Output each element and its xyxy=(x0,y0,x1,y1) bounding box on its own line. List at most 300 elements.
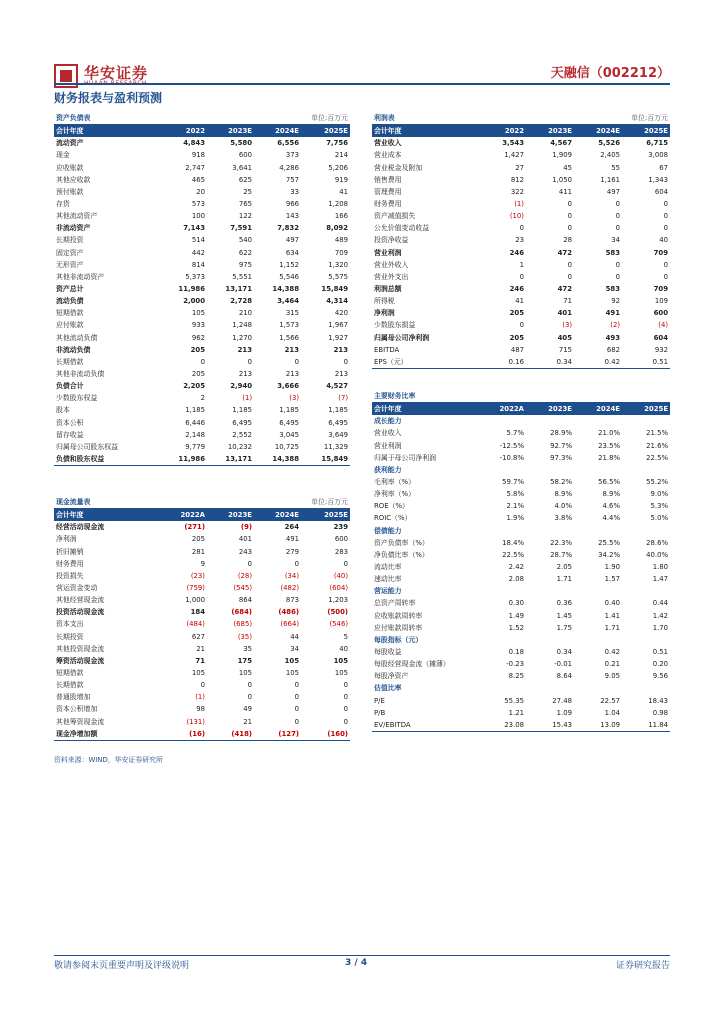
row-label: 成长能力 xyxy=(374,417,402,426)
table-row xyxy=(54,691,350,703)
cell-value: 604 xyxy=(654,187,669,196)
table-row xyxy=(54,162,350,174)
cell-value: 573 xyxy=(191,200,205,209)
column-header: 2023E xyxy=(526,125,574,138)
cell-value: 1,320 xyxy=(328,260,349,269)
table-row xyxy=(54,174,350,186)
row-label: P/E xyxy=(374,696,385,705)
table-row xyxy=(372,500,670,512)
table-row xyxy=(372,561,670,573)
cell-value: 1,573 xyxy=(279,321,300,330)
cell-value: 11,986 xyxy=(160,453,207,466)
row-label: EV/EBITDA xyxy=(372,719,478,732)
row-label: 非流动负债 xyxy=(56,345,91,354)
table-row xyxy=(372,137,670,149)
cell-value: 1,967 xyxy=(328,321,349,330)
row-label: 其他流动资产 xyxy=(56,212,98,221)
cell-value: 34.2% xyxy=(598,550,620,559)
cell-value: 0 xyxy=(615,212,621,221)
cell-value: (759) xyxy=(186,584,205,593)
cell-value: 3.8% xyxy=(554,514,572,523)
row-label: 营业外收入 xyxy=(374,260,409,269)
table-row xyxy=(372,415,670,427)
cell-value: 487 xyxy=(510,345,524,354)
cell-value: 1.42 xyxy=(652,611,669,620)
table-row xyxy=(54,441,350,453)
row-label: 长期投资 xyxy=(56,632,84,641)
cell-value: 2,148 xyxy=(185,430,205,439)
cell-value: -0.23 xyxy=(506,660,524,669)
table-row xyxy=(54,417,350,429)
cell-value: 0 xyxy=(663,260,669,269)
cell-value: 1.49 xyxy=(508,611,524,620)
cell-value: 5.3% xyxy=(650,502,669,511)
cell-value: 143 xyxy=(285,212,300,221)
cell-value: 514 xyxy=(191,236,205,245)
cell-value: 0.36 xyxy=(556,599,572,608)
table-row xyxy=(372,332,670,344)
cell-value: 2.42 xyxy=(508,563,524,572)
cell-value: 0.51 xyxy=(622,356,670,369)
cell-value: 213 xyxy=(285,370,300,379)
table-row xyxy=(372,488,670,500)
cell-value: 622 xyxy=(238,248,253,257)
cell-value: 1.71 xyxy=(556,575,572,584)
row-label: 归属母公司股东权益 xyxy=(56,442,119,451)
cell-value: 283 xyxy=(334,547,349,556)
cell-value xyxy=(622,585,670,597)
balance-sheet-table xyxy=(54,112,350,466)
row-label: 负债和股东权益 xyxy=(54,453,160,466)
cell-value: 1,185 xyxy=(185,406,205,415)
cell-value: 0.21 xyxy=(604,660,620,669)
cell-value: 0 xyxy=(247,681,253,690)
cell-value: 5,551 xyxy=(232,272,253,281)
cell-value: (23) xyxy=(190,571,205,580)
cell-value: 3,641 xyxy=(232,163,253,172)
cell-value: 55.2% xyxy=(646,478,669,487)
cell-value: 0.16 xyxy=(478,356,526,369)
cell-value: 0 xyxy=(200,681,205,690)
row-label: 流动负债 xyxy=(56,297,84,306)
cell-value: 175 xyxy=(237,656,253,665)
row-label: 速动比率 xyxy=(374,575,402,584)
table-row xyxy=(372,525,670,537)
table-unit: 单位:百万元 xyxy=(254,496,350,509)
cell-value: 0.42 xyxy=(574,356,622,369)
cell-value: 0 xyxy=(567,260,573,269)
cell-value xyxy=(622,682,670,694)
cell-value: 322 xyxy=(510,187,524,196)
table-row xyxy=(54,521,350,533)
cell-value: 6,495 xyxy=(279,418,300,427)
cell-value: 14,388 xyxy=(272,285,300,294)
cell-value: 0 xyxy=(343,681,349,690)
row-label: 投资损失 xyxy=(56,571,84,580)
cell-value: (1) xyxy=(514,200,524,209)
table-row xyxy=(372,344,670,356)
cell-value: 2 xyxy=(200,394,205,403)
table-row xyxy=(54,392,350,404)
cell-value: 0 xyxy=(567,212,573,221)
row-label: 公允价值变动收益 xyxy=(374,224,430,233)
cell-value: 1.57 xyxy=(604,575,620,584)
huaan-logo xyxy=(54,62,194,92)
financial-ratios-table xyxy=(372,390,670,732)
row-label: 现金 xyxy=(56,151,70,160)
cell-value: 6,495 xyxy=(328,418,349,427)
cell-value: 472 xyxy=(557,285,573,294)
cell-value: 22.3% xyxy=(550,538,572,547)
cell-value xyxy=(478,415,526,427)
cell-value: 0 xyxy=(567,272,573,281)
cell-value: (9) xyxy=(240,523,253,532)
cell-value xyxy=(526,682,574,694)
row-label: 其他非流动资产 xyxy=(56,272,105,281)
cell-value: 166 xyxy=(334,212,349,221)
cell-value: 21.6% xyxy=(646,441,669,450)
cell-value: 0 xyxy=(247,357,253,366)
row-label: 每股指标（元） xyxy=(374,635,423,644)
cell-value: 0.51 xyxy=(652,648,669,657)
row-label: 短期借款 xyxy=(56,309,84,318)
table-row xyxy=(54,594,350,606)
cell-value: 0 xyxy=(247,559,253,568)
cell-value: (34) xyxy=(284,571,300,580)
cell-value: (16) xyxy=(160,728,207,741)
column-header: 会计年度 xyxy=(372,125,478,138)
row-label: 少数股东损益 xyxy=(374,321,416,330)
cell-value: 600 xyxy=(238,151,253,160)
cell-value: 205 xyxy=(191,370,205,379)
cell-value: 0 xyxy=(615,224,621,233)
table-row xyxy=(372,549,670,561)
cell-value: 2.08 xyxy=(508,575,524,584)
cell-value: 315 xyxy=(285,309,300,318)
cell-value: 497 xyxy=(285,236,300,245)
cell-value: (482) xyxy=(280,584,300,593)
column-header: 2022A xyxy=(478,403,526,416)
cell-value: 873 xyxy=(285,596,300,605)
cell-value: 28.9% xyxy=(550,429,572,438)
cell-value: 2.1% xyxy=(506,502,524,511)
cell-value: 1,185 xyxy=(328,406,349,415)
row-label: 长期借款 xyxy=(56,681,84,690)
cell-value: 634 xyxy=(285,248,300,257)
cell-value: 0 xyxy=(343,357,349,366)
row-label: 应付账款 xyxy=(56,321,84,330)
cell-value: 401 xyxy=(238,535,253,544)
table-row xyxy=(54,137,350,149)
cell-value: 1.21 xyxy=(508,708,524,717)
cell-value: 109 xyxy=(654,297,669,306)
cell-value: 5,206 xyxy=(328,163,349,172)
row-label: 折旧摊销 xyxy=(56,547,84,556)
table-row xyxy=(54,582,350,594)
page-title: 财务报表与盈利预测 xyxy=(54,91,163,105)
cell-value: 9.0% xyxy=(650,490,669,499)
cell-value: 21.0% xyxy=(598,429,620,438)
cell-value: 40 xyxy=(339,644,349,653)
cell-value: 20 xyxy=(196,187,205,196)
cell-value: (7) xyxy=(338,394,349,403)
cell-value: 5,575 xyxy=(328,272,349,281)
cell-value: (500) xyxy=(327,608,349,617)
cell-value: 0 xyxy=(343,717,349,726)
cell-value: 0 xyxy=(567,200,573,209)
cell-value: 27 xyxy=(515,163,524,172)
cell-value: 213 xyxy=(334,370,349,379)
company-name: 天融信（002212） xyxy=(550,66,670,81)
row-label: 其他经营现金流 xyxy=(56,596,105,605)
cell-value: 15.43 xyxy=(526,719,574,732)
row-label: 其他应收款 xyxy=(56,175,91,184)
cell-value: 49 xyxy=(243,705,253,714)
table-row xyxy=(54,703,350,715)
row-label: 每股经营现金流（摊薄） xyxy=(374,660,450,669)
cell-value: 411 xyxy=(558,187,573,196)
cell-value: 27.48 xyxy=(552,696,572,705)
cell-value: 0 xyxy=(294,705,300,714)
table-row xyxy=(54,546,350,558)
cell-value: 210 xyxy=(238,309,253,318)
cell-value: 493 xyxy=(605,333,621,342)
logo-text-cn: 华安证券 xyxy=(84,64,149,82)
cell-value: 864 xyxy=(238,596,253,605)
cell-value: 1.45 xyxy=(556,611,572,620)
table-row xyxy=(54,679,350,691)
cell-value: 1.41 xyxy=(604,611,620,620)
cell-value: 0 xyxy=(615,200,621,209)
cell-value: 4.6% xyxy=(602,502,620,511)
cell-value: 5,526 xyxy=(598,139,621,148)
table-row xyxy=(372,597,670,609)
row-label: 其他非流动负债 xyxy=(56,370,105,379)
table-title: 主要财务比率 xyxy=(372,390,670,403)
cell-value: 0 xyxy=(663,224,669,233)
cell-value: 6,446 xyxy=(185,418,205,427)
cell-value: 7,143 xyxy=(183,224,205,233)
cell-value: 0.20 xyxy=(652,660,669,669)
cell-value: 1,185 xyxy=(279,406,300,415)
cell-value: 0.42 xyxy=(604,648,620,657)
table-row xyxy=(54,295,350,307)
cell-value: 4.4% xyxy=(602,514,620,523)
row-label: 每股收益 xyxy=(374,648,402,657)
cell-value: 966 xyxy=(285,200,300,209)
cell-value: 45 xyxy=(563,163,573,172)
cell-value: 709 xyxy=(334,248,349,257)
cell-value: 625 xyxy=(238,175,253,184)
cell-value: (3) xyxy=(562,321,573,330)
column-header: 会计年度 xyxy=(54,125,160,138)
row-label: EBITDA xyxy=(374,345,400,354)
cell-value: 1,566 xyxy=(279,333,300,342)
table-title: 利润表 xyxy=(372,112,574,125)
cell-value: 8.9% xyxy=(602,490,620,499)
column-header: 会计年度 xyxy=(372,403,478,416)
cell-value: 6,715 xyxy=(646,139,669,148)
cell-value: 8.9% xyxy=(554,490,572,499)
table-row xyxy=(372,695,670,707)
cell-value: 4,843 xyxy=(183,139,205,148)
cell-value: 1,161 xyxy=(600,175,621,184)
cell-value: 0 xyxy=(567,224,573,233)
table-row xyxy=(54,356,350,368)
table-row xyxy=(372,247,670,259)
cell-value: 5.7% xyxy=(506,429,524,438)
cell-value: 100 xyxy=(191,212,205,221)
cell-value xyxy=(622,415,670,427)
cell-value xyxy=(622,525,670,537)
table-row xyxy=(54,234,350,246)
cell-value: 34 xyxy=(611,236,621,245)
cell-value: 1,270 xyxy=(232,333,253,342)
cell-value: 23.5% xyxy=(598,441,620,450)
cell-value: 0.30 xyxy=(508,599,524,608)
cell-value: 71 xyxy=(563,297,573,306)
table-caption xyxy=(372,112,670,125)
cell-value: 442 xyxy=(191,248,205,257)
cell-value: 5,373 xyxy=(185,272,205,281)
cell-value: (4) xyxy=(658,321,669,330)
table-row xyxy=(372,512,670,524)
cell-value: 105 xyxy=(238,669,253,678)
table-caption xyxy=(372,390,670,403)
cell-value: 97.3% xyxy=(550,453,572,462)
table-row xyxy=(372,707,670,719)
cell-value: 472 xyxy=(557,248,573,257)
cell-value: 7,832 xyxy=(277,224,300,233)
table-row xyxy=(372,222,670,234)
cell-value: 205 xyxy=(191,535,205,544)
income-statement-table xyxy=(372,112,670,369)
cell-value: 0 xyxy=(663,200,669,209)
cell-value xyxy=(574,415,622,427)
cell-value: (685) xyxy=(233,620,253,629)
row-label: 固定资产 xyxy=(56,248,84,257)
cell-value: 281 xyxy=(191,547,205,556)
cell-value: 3,649 xyxy=(328,430,349,439)
row-label: 长期借款 xyxy=(56,357,84,366)
table-row xyxy=(54,631,350,643)
table-row xyxy=(54,655,350,667)
cell-value: 709 xyxy=(653,248,669,257)
cell-value: 0 xyxy=(663,212,669,221)
cell-value: 0 xyxy=(519,224,524,233)
row-label: 管理费用 xyxy=(374,187,402,196)
row-label: 营业税金及附加 xyxy=(374,163,423,172)
table-row xyxy=(54,210,350,222)
cell-value: 21 xyxy=(196,644,205,653)
cell-value: 122 xyxy=(238,212,253,221)
cell-value: 1.90 xyxy=(604,563,620,572)
cell-value: 5,580 xyxy=(230,139,253,148)
cell-value: 44 xyxy=(290,632,300,641)
cell-value: 627 xyxy=(191,632,205,641)
cell-value: 105 xyxy=(285,669,300,678)
cell-value: 55 xyxy=(611,163,621,172)
cell-value: 2,000 xyxy=(183,297,205,306)
cell-value: 0.98 xyxy=(652,708,669,717)
column-header: 2022 xyxy=(160,125,207,138)
cell-value: 213 xyxy=(237,345,253,354)
row-label: 财务费用 xyxy=(374,200,402,209)
row-label: 投资净收益 xyxy=(374,236,409,245)
row-label: 归属母公司净利润 xyxy=(374,333,430,342)
cell-value: 35 xyxy=(243,644,253,653)
row-label: 资产减值损失 xyxy=(374,212,416,221)
cell-value: 765 xyxy=(238,200,253,209)
cell-value: 246 xyxy=(509,285,524,294)
cell-value: 7,756 xyxy=(326,139,349,148)
cell-value: 40 xyxy=(659,236,669,245)
table-row xyxy=(372,646,670,658)
table-header-row xyxy=(372,125,670,138)
cell-value: 1.09 xyxy=(556,708,572,717)
table-row xyxy=(372,295,670,307)
cell-value xyxy=(574,464,622,476)
cell-value: 932 xyxy=(654,345,669,354)
cell-value: 205 xyxy=(509,309,524,318)
cell-value: 1,152 xyxy=(279,260,300,269)
cell-value: 59.7% xyxy=(502,478,524,487)
cell-value xyxy=(526,585,574,597)
column-header: 2025E xyxy=(301,125,350,138)
row-label: 资本公积增加 xyxy=(56,705,98,714)
cell-value: 213 xyxy=(333,345,349,354)
cell-value: 0.34 xyxy=(556,648,572,657)
cell-value: 9,779 xyxy=(185,442,205,451)
cell-value xyxy=(526,525,574,537)
table-row xyxy=(372,464,670,476)
row-label: 流动资产 xyxy=(56,139,84,148)
cell-value: 23.08 xyxy=(478,719,526,732)
row-label: 获利能力 xyxy=(374,465,402,474)
cell-value: 213 xyxy=(284,345,300,354)
table-row xyxy=(372,719,670,732)
cell-value: 3,045 xyxy=(279,430,300,439)
table-header-row xyxy=(54,125,350,138)
cell-value: 23 xyxy=(515,236,524,245)
cell-value: 420 xyxy=(334,309,349,318)
cell-value: 184 xyxy=(190,608,205,617)
cell-value: 205 xyxy=(509,333,524,342)
cell-value: 1.52 xyxy=(508,623,524,632)
cell-value: 0 xyxy=(294,681,300,690)
cell-value: 18.43 xyxy=(648,696,669,705)
row-label: 净利率（%） xyxy=(374,490,416,499)
cell-value: (40) xyxy=(333,571,349,580)
row-label: 应收账款周转率 xyxy=(374,611,423,620)
row-label: 现金净增加额 xyxy=(54,728,160,741)
column-header: 2024E xyxy=(574,125,622,138)
cell-value: 25.5% xyxy=(598,538,620,547)
column-header: 2022A xyxy=(160,509,207,522)
row-label: 其他流动负债 xyxy=(56,333,98,342)
cell-value: 1.70 xyxy=(652,623,669,632)
cell-value xyxy=(574,585,622,597)
cell-value: 0.40 xyxy=(604,599,620,608)
cell-value: (10) xyxy=(509,212,524,221)
row-label: 留存收益 xyxy=(56,430,84,439)
cell-value: 55.35 xyxy=(504,696,524,705)
cell-value: 489 xyxy=(334,236,349,245)
cell-value: 67 xyxy=(659,163,669,172)
row-label: 资产负债率（%） xyxy=(374,538,429,547)
cell-value: 0 xyxy=(343,693,349,702)
cell-value: 1.04 xyxy=(604,708,620,717)
